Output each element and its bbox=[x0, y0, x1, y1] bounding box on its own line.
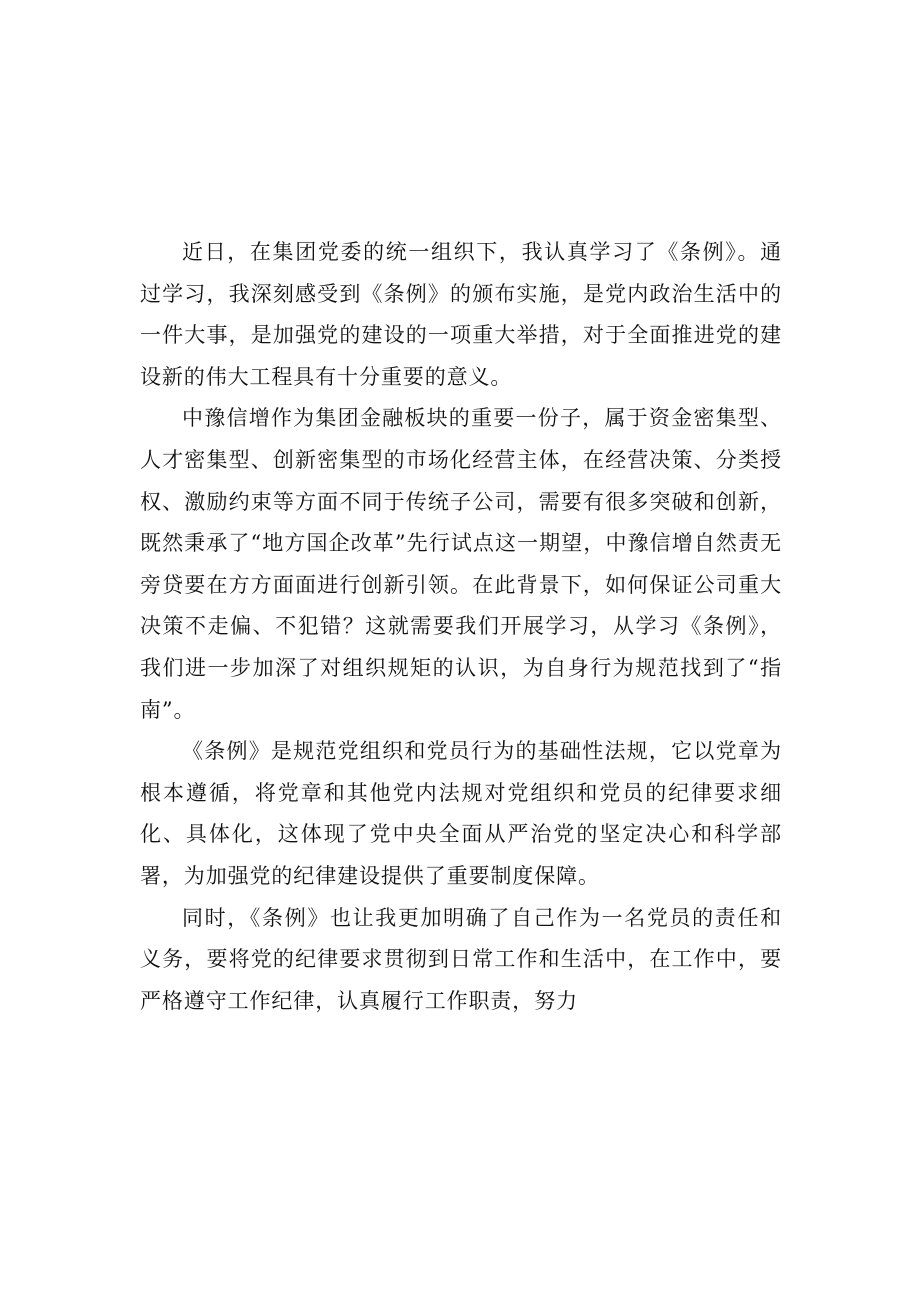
paragraph-1: 近日，在集团党委的统一组织下，我认真学习了《条例》。通过学习，我深刻感受到《条例》的颁布实施，是党内政治生活中的一件大事，是加强党的建设的一项重大举措，对于全面推进党的建设新的伟大工程具有十分重要的意义。 bbox=[140, 240, 782, 389]
paragraph-3: 《条例》是规范党组织和党员行为的基础性法规，它以党章为根本遵循，将党章和其他党内法规对党组织和党员的纪律要求细化、具体化，这体现了党中央全面从严治党的坚定决心和科学部署，为加强党的纪律建设提供了重要制度保障。 bbox=[140, 739, 782, 888]
document-body bbox=[140, 232, 782, 1022]
paragraph-2: 中豫信增作为集团金融板块的重要一份子，属于资金密集型、人才密集型、创新密集型的市场化经营主体，在经营决策、分类授权、激励约束等方面不同于传统子公司，需要有很多突破和创新，既然秉承了“地方国企改革”先行试点这一期望，中豫信增自然责无旁贷要在方方面面进行创新引领。在此背景下，如何保证公司重大决策不走偏、不犯错？这就需要我们开展学习，从学习《条例》，我们进一步加深了对组织规矩的认识，为自身行为规范找到了“指南”。 bbox=[140, 406, 782, 722]
paragraph-4: 同时，《条例》也让我更加明确了自己作为一名党员的责任和义务，要将党的纪律要求贯彻到日常工作和生活中，在工作中，要严格遵守工作纪律，认真履行工作职责，努力 bbox=[140, 905, 782, 1013]
